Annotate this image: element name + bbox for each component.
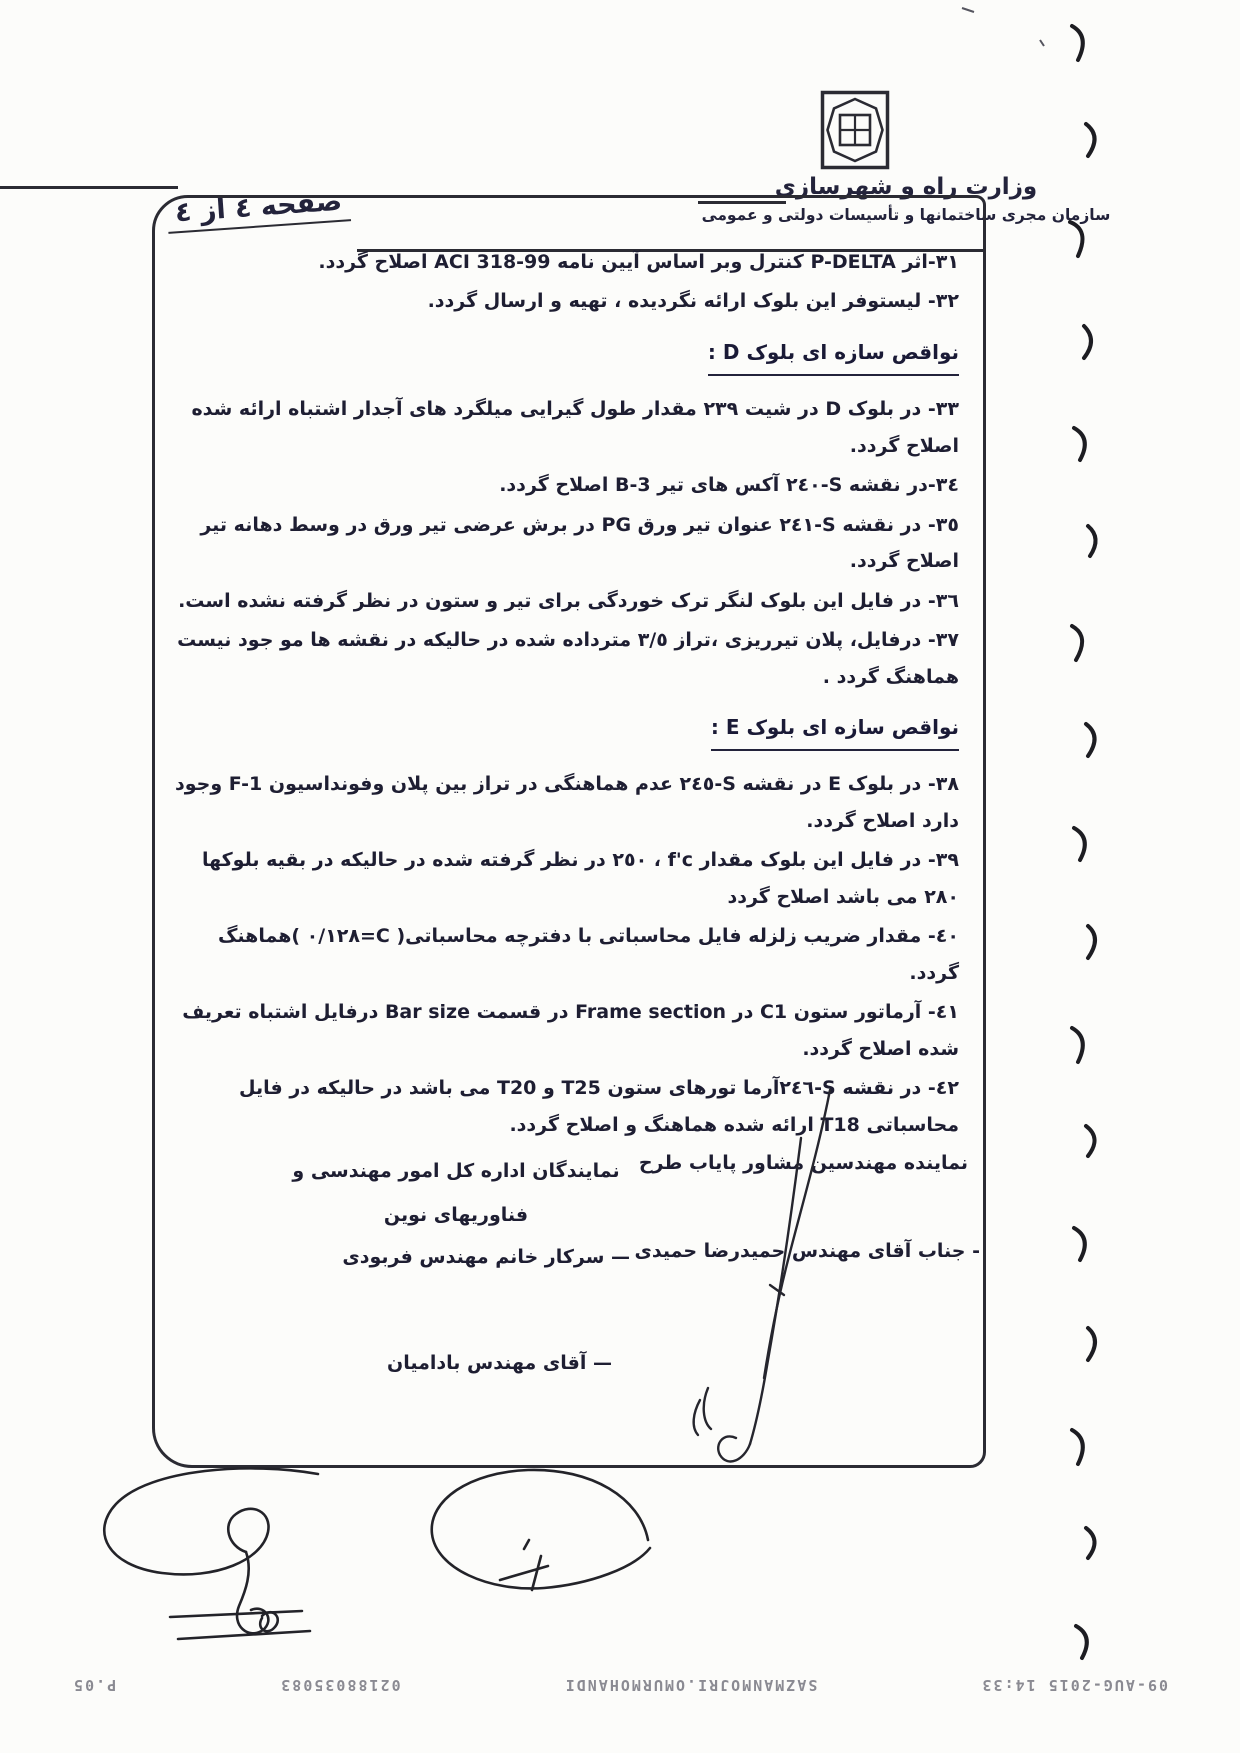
signature-scribble-bottom-center <box>432 1470 650 1590</box>
page-number-label: صفحه ٤ از ٤ <box>166 185 351 234</box>
list-item-34: ٣٤-در نقشه S-٢٤٠ آکس های تیر B-3 اصلاح گردد. <box>499 474 959 497</box>
signature-title-directorate-line1: نمایندگان اداره کل امور مهندسی و <box>292 1160 620 1182</box>
signature-title-directorate-line2: فناوریهای نوین <box>383 1203 529 1226</box>
fax-sender-id: SAZMANMOJRI.OMURMOHANDI <box>563 1676 818 1694</box>
list-item-31: ٣١-اثر P-DELTA کنترل وبر اساس آیین نامه ACI 318-99 اصلاح گردد. <box>318 251 959 273</box>
signature-title-consultant: نماینده مهندسین مشاور پایاب طرح <box>638 1152 968 1174</box>
list-item-39: ٣٩- در فایل این بلوک مقدار f'c ، ٢٥٠ در نظر گرفته شده در حالیکه در بقیه بلوکها ٢٨٠ می باشد اصلاح گردد <box>201 849 959 908</box>
document-border-box <box>152 195 986 1468</box>
scan-edge-artifacts <box>1070 26 1096 1658</box>
top-left-rule <box>0 186 178 189</box>
list-item-36: ٣٦- در فایل این بلوک لنگر ترک خوردگی برای تیر و ستون در نظر گرفته نشده است. <box>178 589 959 612</box>
list-item-33: ٣٣- در بلوک D در شیت ٢٣٩ مقدار طول گیرایی میلگرد های آجدار اشتباه ارائه شده اصلاح گردد. <box>191 398 959 457</box>
fax-timestamp: 09-AUG-2015 14:33 <box>980 1676 1168 1694</box>
scan-specks <box>962 8 1044 46</box>
signature-title-directorate <box>282 1150 630 1237</box>
ministry-title: وزارت راه و شهرسازی <box>774 174 1038 200</box>
signatory-name-farboudi: — سرکار خانم مهندس فربودی <box>342 1246 630 1268</box>
list-item-35: ٣٥- در نقشه S-٢٤١ عنوان تیر ورق PG در برش عرضی تیر ورق در وسط دهانه تیر اصلاح گردد. <box>200 513 959 573</box>
list-item-37: ٣٧- درفایل، پلان تیرریزی ،تراز ٣/٥ مترداده شده در حالیکه در نقشه ها مو جود نیست هماهنگ گردد . <box>177 629 959 688</box>
list-item-41: ٤١- آرماتور ستون C1 در Frame section در قسمت Bar size درفایل اشتباه تعریف شده اصلاح گردد. <box>182 1001 959 1060</box>
fax-phone-number: 02188035083 <box>279 1676 401 1694</box>
document-body-text <box>169 244 959 1146</box>
organization-subtitle: سازمان مجری ساختمانها و تأسیسات دولتی و عمومی <box>701 206 1111 224</box>
list-item-38: ٣٨- در بلوک E در نقشه S-٢٤٥ عدم هماهنگی در تراز بین پلان وفونداسیون F-1 وجود دارد اصلاح گردد. <box>174 773 959 832</box>
signature-scribble-bottom-left <box>104 1468 318 1639</box>
section-heading-block-e: نواقص سازه ای بلوک E : <box>711 708 959 751</box>
ministry-emblem-icon <box>820 90 890 174</box>
fax-transmission-footer <box>72 1676 1168 1694</box>
signatory-name-hamidi: - جناب آقای مهندس حمیدرضا حمیدی <box>634 1240 980 1262</box>
list-item-32: ٣٢- لیستوفر این بلوک ارائه نگردیده ، تهیه و ارسال گردد. <box>427 290 959 313</box>
fax-page-number: P.05 <box>72 1676 117 1694</box>
list-item-42: ٤٢- در نقشه S-٢٤٦آرما تورهای ستون T25 و T20 می باشد در حالیکه در فایل محاسباتی T18 ارائه شده هماهنگ و اصلاح گردد. <box>239 1077 959 1136</box>
list-item-40: ٤٠- مقدار ضریب زلزله فایل محاسباتی با دفترچه محاسباتی( C=٠/١٢٨ )هماهنگ گردد. <box>217 925 959 984</box>
signatory-name-badamian: — آقای مهندس بادامیان <box>386 1352 612 1374</box>
section-heading-block-d: نواقص سازه ای بلوک D : <box>708 333 959 376</box>
